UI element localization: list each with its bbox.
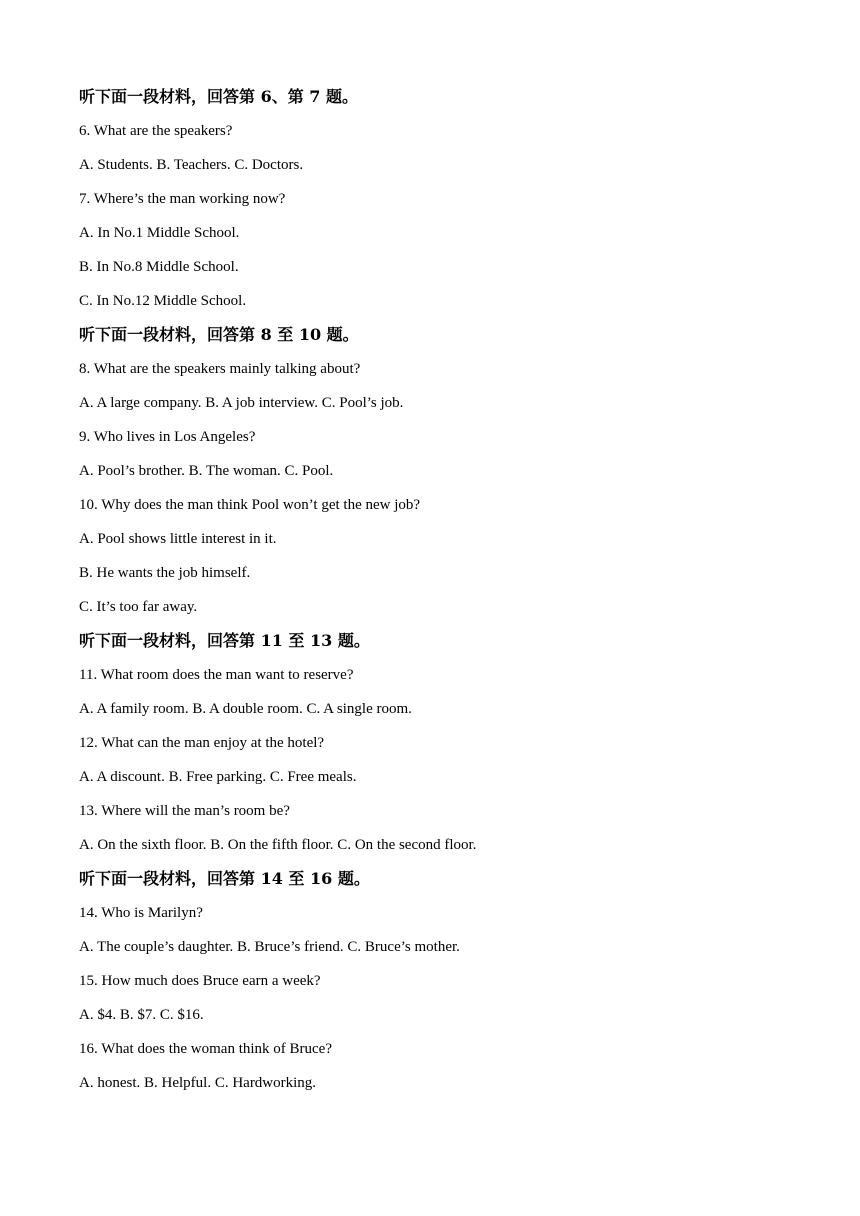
options-13: A. On the sixth floor. B. On the fifth floor. C. On the second floor. [79,837,477,853]
option-7c: C. In No.12 Middle School. [79,293,247,309]
question-16: 16. What does the woman think of Bruce? [79,1041,332,1057]
document-page [79,82,799,1102]
question-7: 7. Where’s the man working now? [79,191,286,207]
section-heading-14-16: 听下面一段材料，回答第 14 至 16 题。 [79,869,370,888]
options-16: A. honest. B. Helpful. C. Hardworking. [79,1075,317,1091]
section-heading-6-7: 听下面一段材料，回答第 6、第 7 题。 [79,87,358,106]
options-15: A. $4. B. $7. C. $16. [79,1007,204,1023]
options-8: A. A large company. B. A job interview. C. Pool’s job. [79,395,404,411]
options-11: A. A family room. B. A double room. C. A single room. [79,701,412,717]
option-10c: C. It’s too far away. [79,599,198,615]
section-heading-8-10: 听下面一段材料，回答第 8 至 10 题。 [79,325,359,344]
options-14: A. The couple’s daughter. B. Bruce’s friend. C. Bruce’s mother. [79,939,460,955]
question-8: 8. What are the speakers mainly talking about? [79,361,361,377]
question-6: 6. What are the speakers? [79,123,233,139]
question-14: 14. Who is Marilyn? [79,905,203,921]
question-9: 9. Who lives in Los Angeles? [79,429,256,445]
question-13: 13. Where will the man’s room be? [79,803,290,819]
options-6: A. Students. B. Teachers. C. Doctors. [79,157,304,173]
option-7a: A. In No.1 Middle School. [79,225,240,241]
option-10b: B. He wants the job himself. [79,565,251,581]
option-10a: A. Pool shows little interest in it. [79,531,277,547]
options-9: A. Pool’s brother. B. The woman. C. Pool. [79,463,334,479]
options-12: A. A discount. B. Free parking. C. Free meals. [79,769,357,785]
section-heading-11-13: 听下面一段材料，回答第 11 至 13 题。 [79,631,370,650]
option-7b: B. In No.8 Middle School. [79,259,239,275]
question-11: 11. What room does the man want to reserve? [79,667,354,683]
question-12: 12. What can the man enjoy at the hotel? [79,735,325,751]
question-15: 15. How much does Bruce earn a week? [79,973,321,989]
question-10: 10. Why does the man think Pool won’t get the new job? [79,497,421,513]
